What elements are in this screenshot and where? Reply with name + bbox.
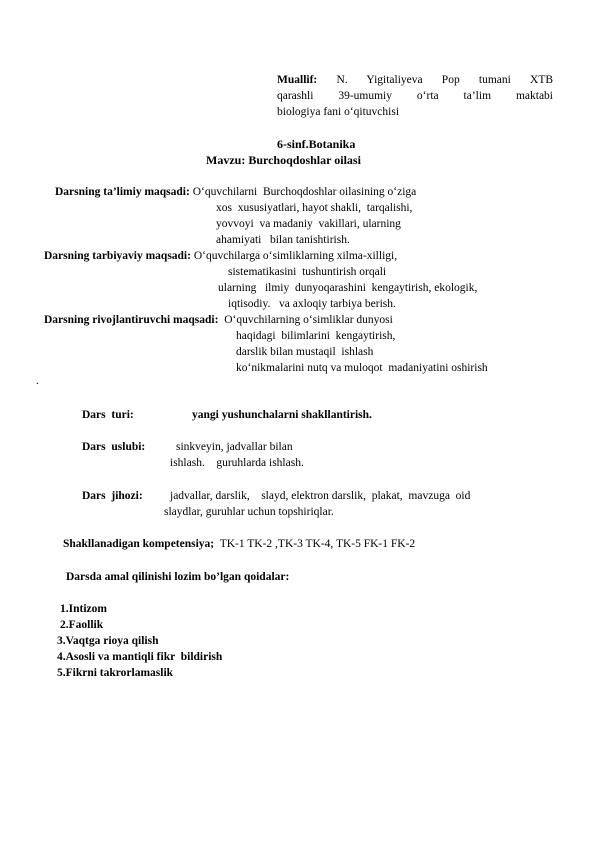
lesson-method-line-2: ishlash. guruhlarda ishlash. [170, 457, 304, 469]
developmental-goal-label: Darsning rivojlantiruvchi maqsadi: [44, 314, 219, 326]
author-line-3: biologiya fani o‘qituvchisi [277, 106, 400, 118]
lesson-type-value: yangi yushunchalarni shakllantirish. [192, 409, 372, 421]
upbringing-goal-line-2: sistematikasini tushuntirish orqali [228, 266, 387, 278]
competencies-value: TK-1 TK-2 ,TK-3 TK-4, TK-5 FK-1 FK-2 [219, 538, 416, 550]
educational-goal-line-4: ahamiyati bilan tanishtirish. [216, 234, 350, 246]
educational-goal-line-3: yovvoyi va madaniy vakillari, ularning [216, 218, 401, 230]
author-line-1 [277, 72, 553, 88]
competencies-line [63, 537, 415, 551]
developmental-goal-line-2: haqidagi bilimlarini kengaytirish, [236, 330, 396, 342]
topic-title: Mavzu: Burchoqdoshlar oilasi [206, 153, 361, 167]
grade-subject-title: 6-sinf.Botanika [277, 137, 356, 151]
lesson-method-line-1: sinkveyin, jadvallar bilan [176, 441, 293, 453]
lesson-equipment-line-2: slaydlar, guruhlar uchun topshiriqlar. [164, 506, 334, 518]
lesson-equipment-label: Dars jihozi: [82, 490, 143, 502]
upbringing-goal-line-3: ularning ilmiy dunyoqarashini kengaytirish, ekologik, [218, 282, 478, 294]
author-block [277, 72, 553, 120]
competencies-label: Shakllanadigan kompetensiya; [63, 538, 215, 550]
rule-item-3: 3.Vaqtga rioya qilish [57, 635, 159, 647]
educational-goal-label: Darsning ta’limiy maqsadi: [55, 186, 190, 198]
rule-item-1: 1.Intizom [60, 603, 107, 615]
educational-goal-line-2: xos xususiyatlari, hayot shakli, tarqalishi, [216, 202, 413, 214]
developmental-goal-line-1: Darsning rivojlantiruvchi maqsadi: O‘quvchilarning o‘simliklar dunyosi [44, 314, 393, 326]
upbringing-goal-line-1: Darsning tarbiyaviy maqsadi: O‘quvchilarga o‘simliklarning xilma-xilligi, [44, 250, 398, 262]
author-line-2: qarashli 39-umumiy o‘rta ta’lim maktabi [277, 90, 553, 102]
educational-goal-line-1: Darsning ta’limiy maqsadi: O‘quvchilarni Burchoqdoshlar oilasining o‘ziga [55, 186, 417, 198]
upbringing-goal-line-4: iqtisodiy. va axloqiy tarbiya berish. [228, 298, 396, 310]
upbringing-goal-label: Darsning tarbiyaviy maqsadi: [44, 250, 191, 262]
rule-item-2: 2.Faollik [60, 619, 104, 631]
rule-item-5: 5.Fikrni takrorlamaslik [57, 667, 174, 679]
stray-dot: . [36, 375, 39, 387]
rules-heading: Darsda amal qilinishi lozim bo’lgan qoidalar: [66, 571, 290, 583]
lesson-type-label: Dars turi: [82, 409, 134, 421]
author-label: Muallif: [277, 74, 318, 86]
developmental-goal-line-4: ko‘nikmalarini nutq va muloqot madaniyatini oshirish [236, 362, 488, 374]
developmental-goal-line-3: darslik bilan mustaqil ishlash [236, 346, 374, 358]
lesson-method-label: Dars uslubi: [82, 441, 146, 453]
author-name-school: N. Yigitaliyeva Pop tumani XTB [336, 74, 554, 86]
rule-item-4: 4.Asosli va mantiqli fikr bildirish [57, 651, 223, 663]
lesson-equipment-line-1: jadvallar, darslik, slayd, elektron darslik, plakat, mavzuga oid [170, 490, 471, 502]
